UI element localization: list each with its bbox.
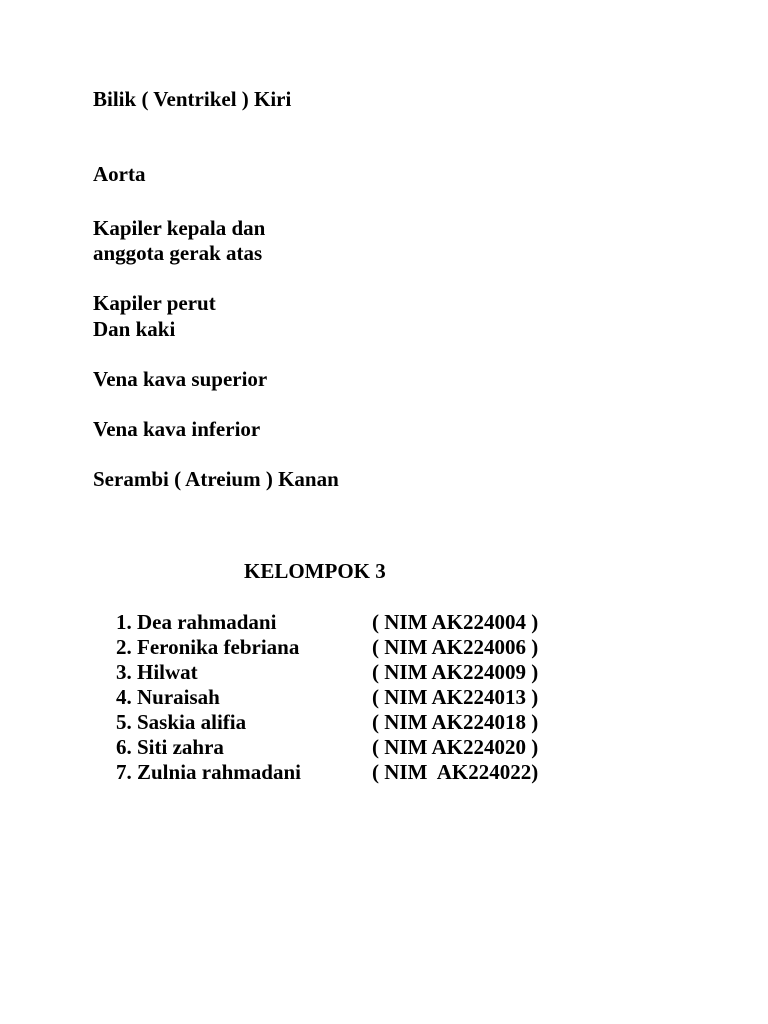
member-nim: ( NIM AK224013 ): [372, 685, 539, 709]
label-bilik-ventrikel-kiri: Bilik ( Ventrikel ) Kiri: [93, 87, 292, 111]
label-kapiler-perut-line1: Kapiler perut: [93, 291, 216, 315]
member-row: [116, 760, 576, 785]
member-nim: ( NIM AK224020 ): [372, 735, 539, 759]
member-name: 5. Saskia alifia: [116, 710, 247, 734]
member-name: 3. Hilwat: [116, 660, 198, 684]
label-aorta: Aorta: [93, 162, 146, 186]
member-nim: ( NIM AK224004 ): [372, 610, 539, 634]
member-row: [116, 735, 576, 760]
label-kapiler-perut-line2: Dan kaki: [93, 317, 176, 341]
member-name: 4. Nuraisah: [116, 685, 220, 709]
member-name: 2. Feronika febriana: [116, 635, 300, 659]
member-row: [116, 660, 576, 685]
member-row: [116, 685, 576, 710]
member-nim: ( NIM AK224009 ): [372, 660, 539, 684]
label-vena-kava-inferior: Vena kava inferior: [93, 417, 261, 441]
member-nim: ( NIM AK224022): [372, 760, 539, 784]
label-serambi-atreium-kanan: Serambi ( Atreium ) Kanan: [93, 467, 339, 491]
label-vena-kava-superior: Vena kava superior: [93, 367, 268, 391]
group-title: KELOMPOK 3: [244, 559, 386, 583]
label-kapiler-kepala-line2: anggota gerak atas: [93, 241, 263, 265]
label-kapiler-kepala-line1: Kapiler kepala dan: [93, 216, 266, 240]
member-name: 6. Siti zahra: [116, 735, 224, 759]
member-nim: ( NIM AK224018 ): [372, 710, 539, 734]
member-nim: ( NIM AK224006 ): [372, 635, 539, 659]
member-name: 1. Dea rahmadani: [116, 610, 277, 634]
member-row: [116, 635, 576, 660]
member-row: [116, 710, 576, 735]
member-row: [116, 610, 576, 635]
member-name: 7. Zulnia rahmadani: [116, 760, 301, 784]
